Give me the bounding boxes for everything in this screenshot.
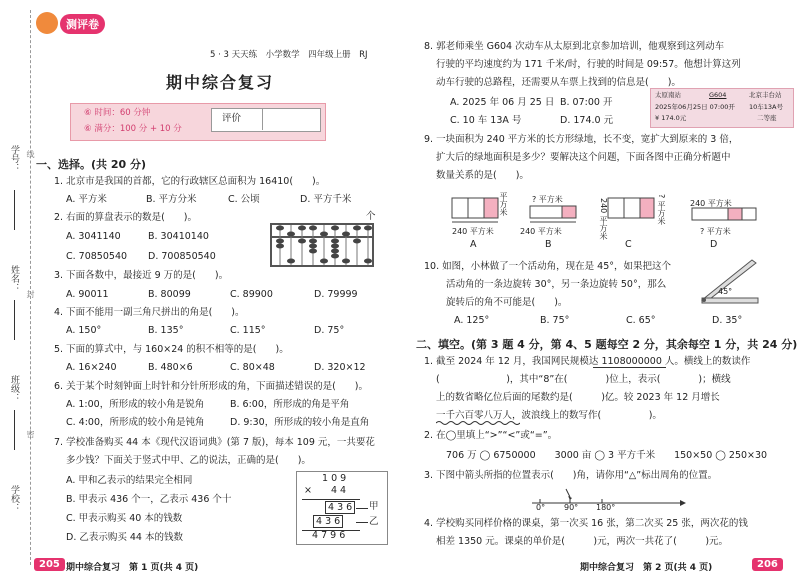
q2-option-b[interactable]: B. 30410140: [148, 231, 209, 242]
q9-a-label-side: 平方米: [499, 192, 508, 216]
s2-q3-line1: 3. 下图中箭头所指的位置表示( )角，请你用“△”标出周角的位置。: [424, 470, 718, 481]
binding-school-label: 学校：: [9, 485, 19, 512]
q9-c-label-area: ? 平方米: [657, 194, 666, 225]
q9-b-label-240: 240 平方米: [520, 227, 562, 236]
q9-a-label-240: 240 平方米: [452, 227, 494, 236]
q9-line1: 9. 一块面积为 240 平方米的长方形绿地，长不变，宽扩大到原来的 3 倍，: [424, 134, 739, 145]
s2-q1-underline: [593, 367, 666, 368]
binding-class-label: 班级：: [9, 375, 19, 402]
s2-q1-wavy-line: [436, 420, 520, 425]
q10-option-a[interactable]: A. 125°: [454, 315, 490, 326]
q8-option-a[interactable]: A. 2025 年 06 月 25 日: [450, 97, 555, 108]
ticket-to: 北京丰台站: [749, 91, 782, 99]
time-info: ⑥ 时间：60 分钟: [84, 108, 151, 118]
footer-right-text: 期中综合复习 第 2 页(共 4 页): [580, 563, 713, 573]
s2-q1-line2[interactable]: ( )，其中“8”在( )位上，表示( )；横线: [436, 374, 731, 385]
q1-option-c[interactable]: C. 公顷: [228, 194, 260, 205]
q9-b-label-area: ? 平方米: [532, 195, 563, 204]
ticket-train: G604: [709, 91, 727, 99]
q10-line2: 活动角的一条边旋转 30°，另一条边旋转 50°，那么: [446, 279, 667, 290]
tick-180: 180°: [596, 503, 616, 512]
q5-stem: 5. 下面的算式中，与 160×24 的积不相等的是( )。: [54, 344, 289, 355]
q5-option-b[interactable]: B. 480×6: [148, 362, 193, 373]
q7-stem-line1: 7. 学校准备购买 44 本《现代汉语词典》(第 7 版)，每本 109 元，一共要花: [54, 437, 375, 448]
calc-yi-label: 乙: [369, 516, 379, 527]
page-number-right: 206: [752, 558, 783, 571]
q1-stem: 1. 北京市是我国的首都，它的行政辖区总面积为 16410( )。: [54, 176, 326, 187]
s2-q1-line4[interactable]: 一千六百零八万人，波浪线上的数写作( )。: [436, 410, 662, 421]
q9-line2: 扩大后的绿地面积是多少？要解决这个问题，下面各图中正确分析题中: [436, 152, 731, 163]
train-ticket: [650, 88, 794, 128]
binding-seal-mark: 封: [26, 290, 35, 298]
tick-0: 0°: [536, 503, 546, 512]
q1-option-d[interactable]: D. 平方千米: [300, 194, 352, 205]
ticket-price: ¥ 174.0元: [655, 114, 687, 122]
q9-d-label-area: ? 平方米: [700, 227, 731, 236]
s2-q1-line1: 1. 截至 2024 年 12 月，我国网民规模达 1108000000 人。横线上的数读作: [424, 356, 751, 367]
q2-stem: 2. 右面的算盘表示的数是( )。: [54, 212, 197, 223]
q10-option-b[interactable]: B. 75°: [540, 315, 570, 326]
q3-option-d[interactable]: D. 79999: [314, 289, 358, 300]
binding-name-label: 姓名：: [9, 265, 19, 292]
calc-row3: 4 3 6: [325, 501, 355, 514]
q2-option-c[interactable]: C. 70850540: [66, 251, 128, 262]
q7-option-a[interactable]: A. 甲和乙表示的结果完全相同: [66, 475, 193, 486]
section2-heading: 二、填空。(第 3 题 4 分，第 4、5 题每空 2 分，其余每空 1 分，共 24 分): [416, 338, 798, 351]
q3-option-c[interactable]: C. 89900: [230, 289, 273, 300]
s2-q2-line1: 2. 在◯里填上“>”“<”或“=”。: [424, 430, 558, 441]
ticket-from: 太原南站: [655, 91, 681, 99]
q10-option-d[interactable]: D. 35°: [712, 315, 743, 326]
q8-option-c[interactable]: C. 10 车 13A 号: [450, 115, 522, 126]
name-line: [14, 300, 15, 340]
evaluation-divider: [262, 108, 263, 130]
evaluation-label: 评价: [222, 113, 242, 124]
q6-option-a[interactable]: A. 1:00，所形成的较小角是锐角: [66, 399, 205, 410]
q10-angle-label: 45°: [718, 287, 733, 296]
q6-option-d[interactable]: D. 9:30，所形成的较小角是直角: [230, 417, 370, 428]
q8-option-b[interactable]: B. 07:00 开: [560, 97, 613, 108]
q9-option-b[interactable]: B: [545, 239, 552, 250]
footer-left-text: 期中综合复习 第 1 页(共 4 页): [66, 563, 199, 573]
q5-option-d[interactable]: D. 320×12: [314, 362, 366, 373]
q4-option-a[interactable]: A. 150°: [66, 325, 102, 336]
tick-90: 90°: [564, 503, 579, 512]
q1-option-b[interactable]: B. 平方分米: [146, 194, 197, 205]
q9-option-c[interactable]: C: [625, 239, 632, 250]
s2-q4-line2[interactable]: 相差 1350 元。课桌的单价是( )元，两次一共花了( )元。: [436, 536, 729, 547]
q8-option-d[interactable]: D. 174.0 元: [560, 115, 614, 126]
brand-badge: 测评卷: [60, 14, 105, 34]
q5-option-a[interactable]: A. 16×240: [66, 362, 117, 373]
series-info: 5 · 3 天天练 小学数学 四年级上册 RJ: [210, 50, 368, 60]
jia-pointer: [356, 508, 368, 509]
q4-option-d[interactable]: D. 75°: [314, 325, 345, 336]
s2-q1-line3[interactable]: 上的数省略亿位后面的尾数约是( )亿。较 2023 年 12 月增长: [436, 392, 720, 403]
q5-option-c[interactable]: C. 80×48: [230, 362, 275, 373]
q2-option-a[interactable]: A. 3041140: [66, 231, 121, 242]
q7-option-d[interactable]: D. 乙表示购买 44 本的钱数: [66, 532, 183, 543]
q3-option-a[interactable]: A. 90011: [66, 289, 109, 300]
q7-option-c[interactable]: C. 甲表示购买 40 本的钱数: [66, 513, 183, 524]
q6-option-b[interactable]: B. 6:00，所形成的角是平角: [230, 399, 350, 410]
q2-option-d[interactable]: D. 700850540: [148, 251, 216, 262]
binding-line-mark: 线: [26, 150, 35, 158]
q8-line1: 8. 郭老师乘坐 G604 次动车从太原到北京参加培训，他观察到这列动车: [424, 41, 725, 52]
q9-d-label-240: 240 平方米: [690, 199, 732, 208]
q4-option-b[interactable]: B. 135°: [148, 325, 184, 336]
q7-option-b[interactable]: B. 甲表示 436 个一，乙表示 436 个十: [66, 494, 232, 505]
q9-c-label-240: 240 平方米: [599, 198, 608, 240]
calc-row1: 1 0 9: [322, 473, 347, 484]
q7-stem-line2: 多少钱？下面关于竖式中甲、乙的说法，正确的是( )。: [66, 455, 311, 466]
q1-option-a[interactable]: A. 平方米: [66, 194, 107, 205]
class-line: [14, 410, 15, 450]
abacus-figure: [270, 223, 374, 267]
q10-line1: 10. 如图，小林做了一个活动角，现在是 45°，如果把这个: [424, 261, 671, 272]
s2-q4-line1: 4. 学校购买同样价格的课桌，第一次买 16 张，第二次买 25 张，两次花的钱: [424, 518, 748, 529]
binding-cut-line: [30, 10, 31, 565]
calc-jia-label: 甲: [369, 501, 379, 512]
q3-stem: 3. 下面各数中，最接近 9 万的是( )。: [54, 270, 229, 281]
calc-rule1: [302, 499, 360, 500]
binding-student-id-label: 学号：: [9, 145, 19, 172]
calc-row4: 4 3 6: [313, 515, 343, 528]
q9-option-d[interactable]: D: [710, 239, 718, 250]
score-info: ⑥ 满分：100 分 + 10 分: [84, 124, 182, 134]
calc-row2: × 4 4: [304, 485, 347, 496]
q9-line3: 数量关系的是( )。: [436, 170, 529, 181]
q4-option-c[interactable]: C. 115°: [230, 325, 266, 336]
q10-angle-figure: [700, 258, 760, 306]
page-title: 期中综合复习: [166, 73, 275, 92]
ticket-class: 二等座: [757, 114, 777, 122]
q3-option-b[interactable]: B. 80099: [148, 289, 191, 300]
section1-heading: 一、选择。(共 20 分): [36, 158, 147, 171]
q6-stem: 6. 关于某个时刻钟面上时针和分针所形成的角，下面描述错误的是( )。: [54, 381, 368, 392]
page-number-left: 205: [34, 558, 65, 571]
student-id-line: [14, 190, 15, 230]
q6-option-c[interactable]: C. 4:00，所形成的较小角是钝角: [66, 417, 205, 428]
q9-option-a[interactable]: A: [470, 239, 477, 250]
abacus-unit-mark: 个: [366, 211, 376, 222]
q4-stem: 4. 下面不能用一副三角尺拼出的角是( )。: [54, 307, 245, 318]
q10-option-c[interactable]: C. 65°: [626, 315, 656, 326]
yi-pointer: [356, 522, 368, 523]
q10-line3: 旋转后的角不可能是( )。: [446, 297, 568, 308]
s2-q2-line2[interactable]: 706 万 ◯ 6750000 3000 亩 ◯ 3 平方千米 150×50 ◯ 250×30: [446, 450, 768, 461]
binding-secret-mark: 密: [26, 430, 35, 438]
mascot-icon: [36, 12, 58, 34]
q8-line2: 行驶的平均速度约为 171 千米/时，行驶的时间是 09:57。他想计算这列: [436, 59, 741, 70]
calc-row5: 4 7 9 6: [312, 530, 346, 541]
ticket-date: 2025年06月25日 07:00开: [655, 103, 735, 111]
q8-line3: 动车行驶的总路程，还需要从车票上找到的信息是( )。: [436, 77, 681, 88]
ticket-seat: 10车13A号: [749, 103, 783, 111]
